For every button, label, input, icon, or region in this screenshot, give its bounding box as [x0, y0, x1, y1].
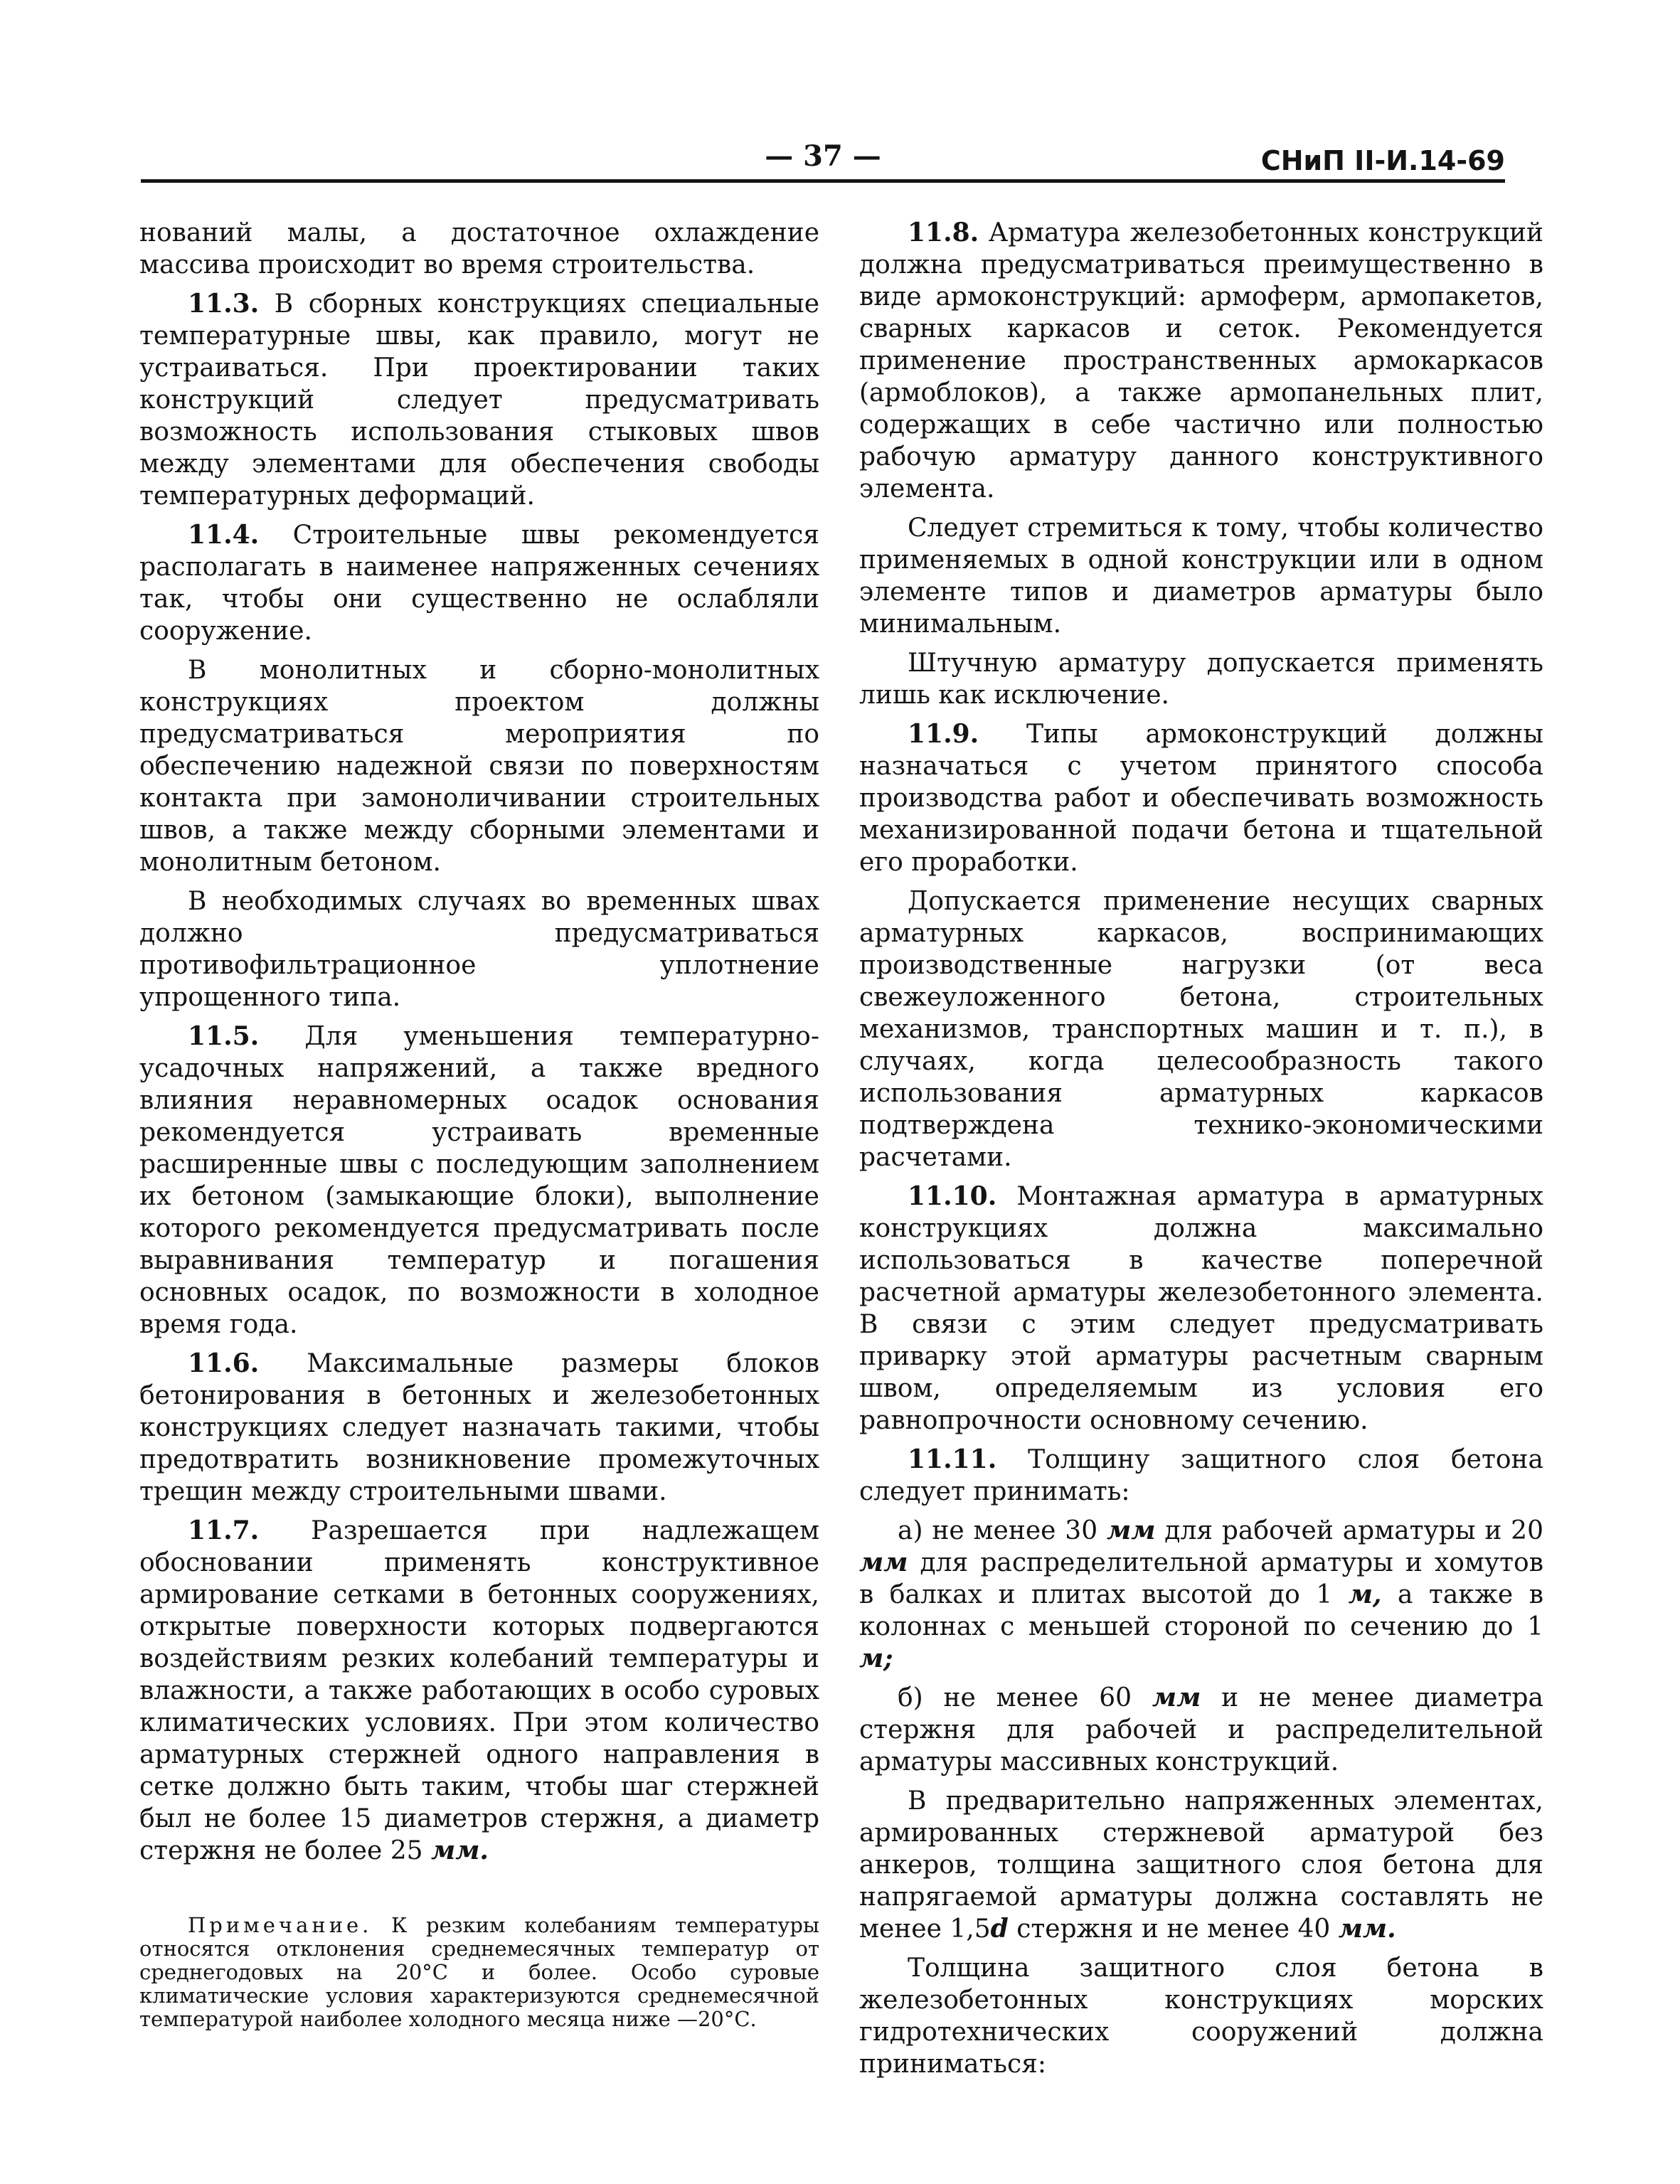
clause-number: 11.7. [188, 1516, 260, 1545]
clause-11-4 [139, 519, 819, 647]
clause-text: Максимальные размеры блоков бетонирования в бетонных и железобетонных конструкциях следует назначать такими, чтобы предотвратить возникновение промежуточных трещин между строительными швами. [139, 1349, 819, 1506]
clause-number: 11.8. [908, 218, 979, 247]
paragraph [859, 1785, 1543, 1945]
unit: мм. [430, 1836, 489, 1865]
footnote [139, 1914, 819, 2031]
subitem-a [859, 1515, 1543, 1675]
unit: м, [1348, 1580, 1382, 1609]
text-run: В предварительно напряженных элементах, армированных стержневой арматурой без анкеров, толщина защитного слоя бетона для напрягаемой арматуры должна составлять не менее 1,5 [859, 1786, 1543, 1944]
subitem-b [859, 1682, 1543, 1778]
clause-text: В сборных конструкциях специальные температурные швы, как правило, могут не устраиваться. При проектировании таких конструкций следует предусматривать возможность использования стыковых швов между элементами для обеспечения свободы температурных деформаций. [139, 289, 819, 511]
unit: мм [1152, 1683, 1201, 1712]
clause-11-6 [139, 1348, 819, 1508]
header-rule [141, 179, 1505, 183]
text-run: а также в колоннах с меньшей стороной по сечению до 1 [859, 1580, 1543, 1641]
clause-text: Строительные швы рекомендуется располагать в наименее напряженных сечениях так, чтобы они существенно не ослабляли сооружение. [139, 521, 819, 646]
text-run: для рабочей арматуры и 20 [1155, 1516, 1543, 1545]
paragraph: В монолитных и сборно-монолитных конструкциях проектом должны предусматриваться мероприятия по обеспечению надежной связи по поверхностям контакта при замоноличивании строительных швов, а также между сборными элементами и монолитным бетоном. [139, 656, 819, 877]
clause-11-5 [139, 1021, 819, 1341]
paragraph: Штучную арматуру допускается применять лишь как исключение. [859, 649, 1543, 710]
clause-11-11 [859, 1444, 1543, 1508]
unit: мм [1106, 1516, 1156, 1545]
clause-text: Монтажная арматура в арматурных конструкциях должна максимально использоваться в качестве поперечной расчетной арматуры железобетонного элемента. В связи с этим следует предусматривать приварку этой арматуры расчетным сварным швом, определяемым из условия его равнопрочности основному сечению. [859, 1182, 1543, 1435]
text-run: стержня и не менее 40 [1008, 1914, 1339, 1944]
text-run: б) не менее 60 [898, 1683, 1152, 1712]
clause-number: 11.10. [908, 1181, 997, 1211]
clause-text: Для уменьшения температурно-усадочных напряжений, а также вредного влияния неравномерных осадок основания рекомендуется устраивать временные расширенные швы с последующим заполнением их бетоном (замыкающие блоки), выполнение которого рекомендуется предусматривать после выравнивания температур и погашения основных осадок, по возможности в холодное время года. [139, 1022, 819, 1339]
unit: мм. [1338, 1914, 1396, 1944]
paragraph: Следует стремиться к тому, чтобы количество применяемых в одной конструкции или в одном элементе типов и диаметров арматуры было минимальным. [859, 513, 1543, 639]
paragraph: Допускается применение несущих сварных арматурных каркасов, воспринимающих производственные нагрузки (от веса свежеуложенного бетона, строительных механизмов, транспортных машин и т. п.), в случаях, когда целесообразность такого использования арматурных каркасов подтверждена технико-экономическими расчетами. [859, 887, 1543, 1172]
text-run: а) не менее 30 [898, 1516, 1107, 1545]
note-text: К резким колебаниям температуры относятся отклонения среднемесячных температур от среднегодовых на 20°С и более. Особо суровые климатические условия характеризуются среднемесячной температурой наиболее холодного месяца ниже —20°С. [139, 1913, 819, 2031]
clause-number: 11.4. [188, 520, 260, 550]
clause-text: Типы армоконструкций должны назначаться с учетом принятого способа производства работ и обеспечивать возможность механизированной подачи бетона и тщательной его проработки. [859, 720, 1543, 877]
clause-11-7 [139, 1515, 819, 1867]
clause-11-10 [859, 1181, 1543, 1437]
diameter-symbol: d [990, 1914, 1009, 1944]
clause-number: 11.9. [908, 719, 979, 749]
right-column [859, 217, 1543, 2087]
clause-text: Арматура железобетонных конструкций должна предусматриваться преимущественно в виде армоконструкций: армоферм, армопакетов, сварных каркасов и сеток. Рекомендуется применение пространственных армокаркасов (армоблоков), а также армопанельных плит, содержащих в себе частично или полностью рабочую арматуру данного конструктивного элемента. [859, 218, 1543, 504]
clause-11-3 [139, 288, 819, 512]
paragraph: Толщина защитного слоя бетона в железобетонных конструкциях морских гидротехнических сооружений должна приниматься: [859, 1954, 1543, 2079]
clause-number: 11.6. [188, 1348, 260, 1378]
clause-text: Толщину защитного слоя бетона следует принимать: [859, 1445, 1543, 1506]
document-code: СНиП II-И.14-69 [1260, 145, 1505, 176]
clause-number: 11.5. [188, 1021, 260, 1051]
page-number: — 37 — [765, 139, 881, 173]
unit: мм [859, 1548, 908, 1577]
note-label: Примечание. [188, 1913, 373, 1937]
unit: м; [859, 1644, 893, 1673]
text-run: и не менее диаметра стержня для рабочей и распределительной арматуры массивных конструкций. [859, 1683, 1543, 1777]
paragraph: В необходимых случаях во временных швах должно предусматриваться противофильтрационное уплотнение упрощенного типа. [139, 887, 819, 1012]
clause-text: Разрешается при надлежащем обосновании применять конструктивное армирование сетками в бетонных сооружениях, открытые поверхности которых подвергаются воздействиям резких колебаний температуры и влажности, а также работающих в особо суровых климатических условиях. При этом количество арматурных стержней одного направления в сетке должно быть таким, чтобы шаг стержней был не более 15 диаметров стержня, а диаметр стержня не более 25 [139, 1516, 819, 1865]
text-run: для распределительной арматуры и хомутов в балках и плитах высотой до 1 [859, 1548, 1543, 1609]
clause-number: 11.11. [908, 1444, 997, 1474]
left-column [139, 217, 819, 2031]
clause-11-9 [859, 718, 1543, 878]
paragraph: нований малы, а достаточное охлаждение массива происходит во время строительства. [139, 218, 819, 279]
clause-number: 11.3. [188, 289, 260, 319]
clause-11-8 [859, 217, 1543, 505]
